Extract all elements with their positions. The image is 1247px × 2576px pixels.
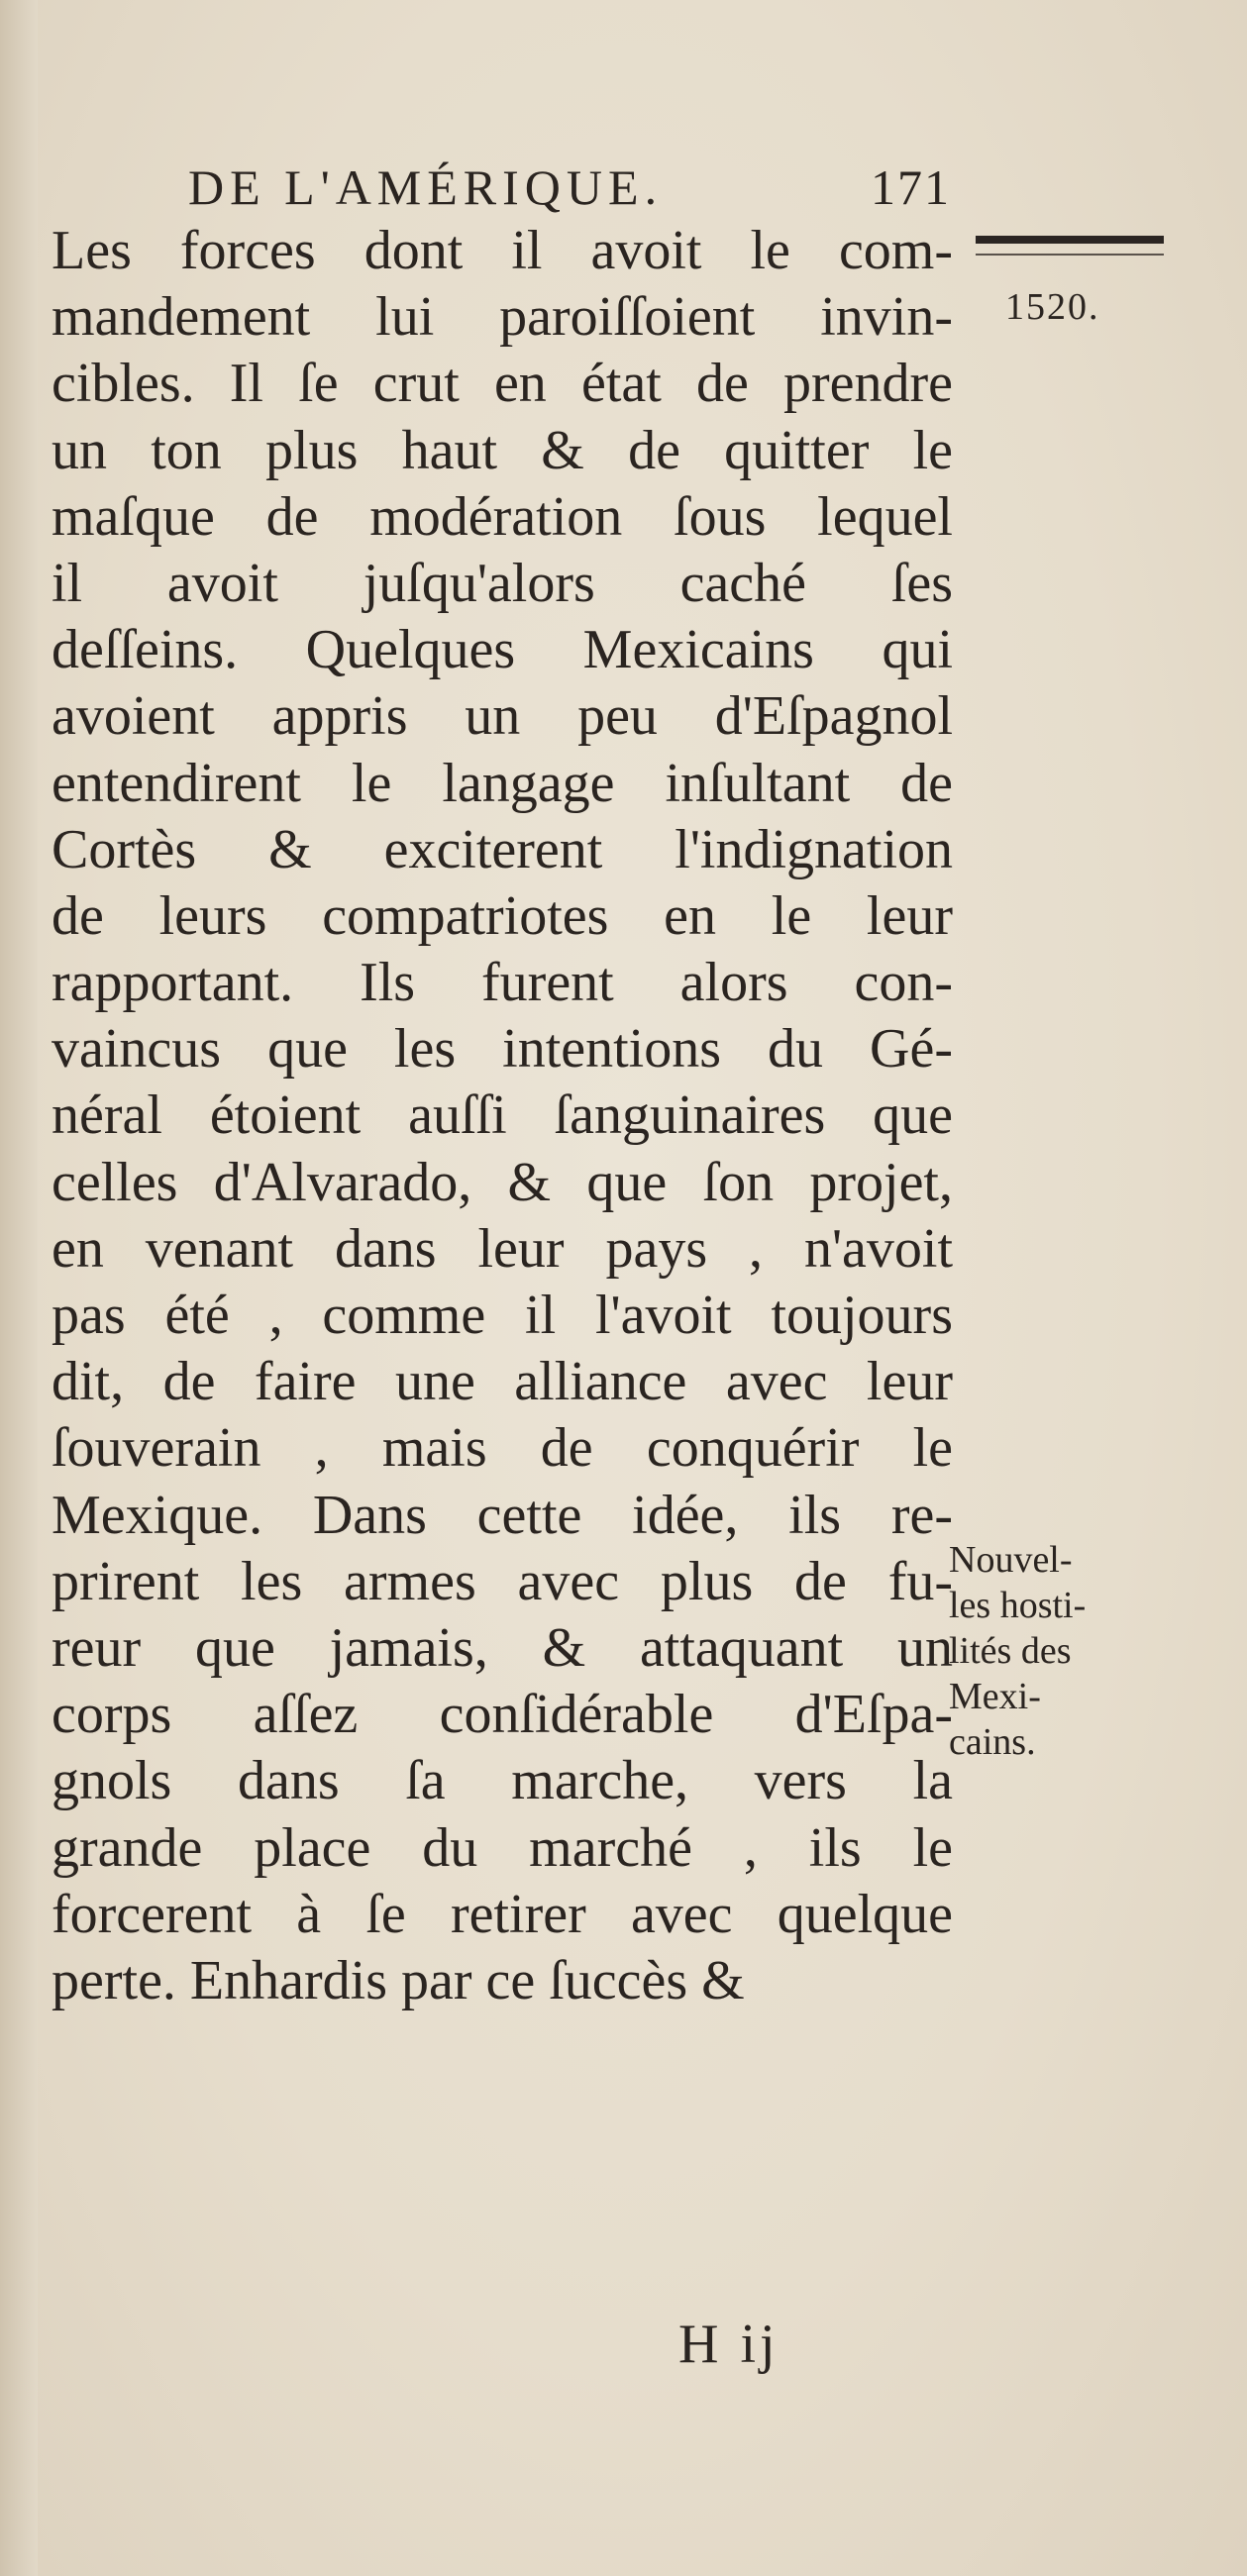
text-line: grande place du marché , ils le (52, 1816, 953, 1879)
margin-year: 1520. (1005, 286, 1100, 328)
text-line: prirent les armes avec plus de fu- (52, 1550, 953, 1612)
text-line: Les forces dont il avoit le com- (52, 220, 953, 281)
text-line: corps aſſez conſidérable d'Eſpa- (52, 1684, 953, 1746)
side-note-line: cains. (949, 1721, 1036, 1763)
text-line: rapportant. Ils furent alors con- (52, 952, 953, 1014)
text-line: il avoit juſqu'alors caché ſes (52, 552, 953, 614)
text-line: néral étoient auſſi ſanguinaires que (52, 1084, 953, 1147)
text-line: deſſeins. Quelques Mexicains qui (52, 619, 953, 681)
signature-mark: H ij (678, 2314, 779, 2375)
text-line: reur que jamais, & attaquant un (52, 1616, 953, 1679)
text-line: celles d'Alvarado, & que ſon projet, (52, 1151, 953, 1213)
side-note-line: Mexi- (949, 1676, 1041, 1717)
text-line: gnols dans ſa marche, vers la (52, 1750, 953, 1812)
side-note-line: Nouvel- (949, 1539, 1073, 1581)
side-note-line: les hosti- (949, 1585, 1087, 1626)
text-line: vaincus que les intentions du Gé- (52, 1018, 953, 1081)
margin-rule-thin (976, 254, 1164, 256)
running-head-title: DE L'AMÉRIQUE. (188, 159, 664, 215)
text-line: pas été , comme il l'avoit toujours (52, 1285, 953, 1346)
text-line: dit, de faire une alliance avec leur (52, 1351, 953, 1413)
margin-rule (976, 236, 1164, 244)
text-line: maſque de modération ſous lequel (52, 485, 953, 548)
text-line: en venant dans leur pays , n'avoit (52, 1217, 953, 1280)
text-line: avoient appris un peu d'Eſpagnol (52, 685, 953, 748)
side-note-line: lités des (949, 1630, 1072, 1672)
text-line: cibles. Il ſe crut en état de prendre (52, 353, 953, 415)
page-number: 171 (871, 159, 951, 215)
page-gutter (0, 0, 38, 2576)
text-line: ſouverain , mais de conquérir le (52, 1417, 953, 1480)
body-text (52, 218, 953, 2014)
text-line: un ton plus haut & de quitter le (52, 419, 953, 481)
side-note (949, 1537, 1187, 1765)
text-line: perte. Enhardis par ce ſuccès & (52, 1949, 745, 2011)
text-line: forcerent à ſe retirer avec quelque (52, 1883, 953, 1945)
text-line: Mexique. Dans cette idée, ils re- (52, 1484, 953, 1546)
text-line: de leurs compatriotes en le leur (52, 884, 953, 947)
text-line: entendirent le langage inſultant de (52, 752, 953, 814)
text-line: mandement lui paroiſſoient invin- (52, 286, 953, 349)
text-line: Cortès & exciterent l'indignation (52, 818, 953, 880)
